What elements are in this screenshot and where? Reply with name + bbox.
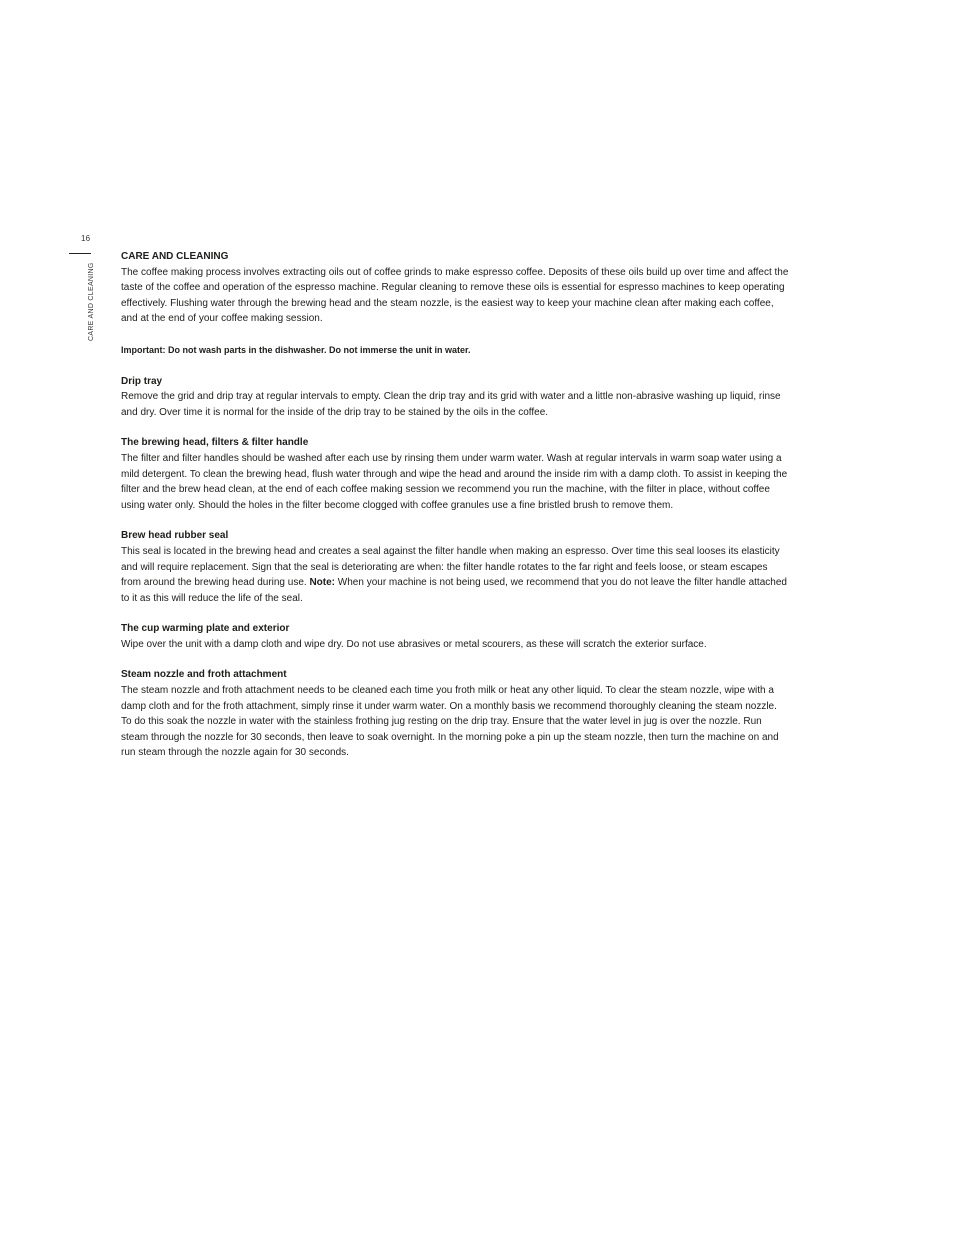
section-heading: Steam nozzle and froth attachment xyxy=(121,669,287,681)
section-heading: The cup warming plate and exterior xyxy=(121,623,290,635)
note-label: Note: xyxy=(309,577,336,589)
section-heading: Brew head rubber seal xyxy=(121,530,229,542)
section-steam-nozzle xyxy=(121,667,789,761)
section-body: The filter and filter handles should be washed after each use by rinsing them under warm water. Wash at regular intervals in warm soap water using a mild detergent. To clean the brewing head, flush water through and wipe the head and around the inside rim with a damp cloth. To assist in keeping the filter and the brew head clean, at the end of each coffee making session we recommend you run the machine, with the filter in place, without coffee using water only. Should the holes in the filter become clogged with coffee granules use a fine bristled brush to remove them. xyxy=(121,452,788,511)
section-drip-tray xyxy=(121,374,789,421)
body-text: When your machine is not being used, we recommend that you do not leave the filter handle attached to it as this will reduce the life of the seal. xyxy=(121,577,787,604)
section-rubber-seal xyxy=(121,528,789,606)
section-body: The steam nozzle and froth attachment needs to be cleaned each time you froth milk or heat any other liquid. To clear the steam nozzle, wipe with a damp cloth and for the froth attachment, simply rinse it under warm water. On a monthly basis we recommend thoroughly cleaning the steam nozzle. To do this soak the nozzle in water with the stainless frothing jug resting on the drip tray. Ensure that the water level in jug is over the nozzle. Run steam through the nozzle for 30 seconds, then leave to soak overnight. In the morning poke a pin up the steam nozzle, then turn the machine on and run steam through the nozzle again for 30 seconds. xyxy=(121,685,779,759)
side-section-label: CARE AND CLEANING xyxy=(88,262,95,341)
page-title: CARE AND CLEANING xyxy=(121,251,229,262)
section-brewing-head xyxy=(121,435,789,513)
section-heading: The brewing head, filters & filter handle xyxy=(121,437,309,449)
main-content xyxy=(121,249,789,761)
page-number: 16 xyxy=(81,234,91,243)
body-text: This seal is located in the brewing head and creates a seal against the filter handle when making an espresso. Over time this seal looses its elasticity and will require replacement. Sign that the seal is deteriorating are when: the filter handle rotates to the far right and feels loose, or steam escapes from around the brewing head during use. xyxy=(121,545,780,589)
section-body xyxy=(121,544,789,606)
section-cup-warming-plate xyxy=(121,621,789,652)
section-heading: Drip tray xyxy=(121,375,163,387)
side-rule xyxy=(69,253,91,254)
important-warning: Important: Do not wash parts in the dishwasher. Do not immerse the unit in water. xyxy=(121,344,471,355)
section-body: Remove the grid and drip tray at regular intervals to empty. Clean the drip tray and its grid with water and a little non-abrasive washing up liquid, rinse and dry. Over time it is normal for the inside of the drip tray to be stained by the oils in the coffee. xyxy=(121,391,781,418)
intro-paragraph: The coffee making process involves extracting oils out of coffee grinds to make espresso coffee. Deposits of these oils build up over time and affect the taste of the coffee and operation of the espresso machine. Regular cleaning to remove these oils is essential for espresso machines to keep operating effectively. Flushing water through the brewing head and the steam nozzle, is the easiest way to keep your machine clean after making each coffee, and at the end of your coffee making session. xyxy=(121,266,789,325)
section-body: Wipe over the unit with a damp cloth and wipe dry. Do not use abrasives or metal scourers, as these will scratch the exterior surface. xyxy=(121,638,707,650)
